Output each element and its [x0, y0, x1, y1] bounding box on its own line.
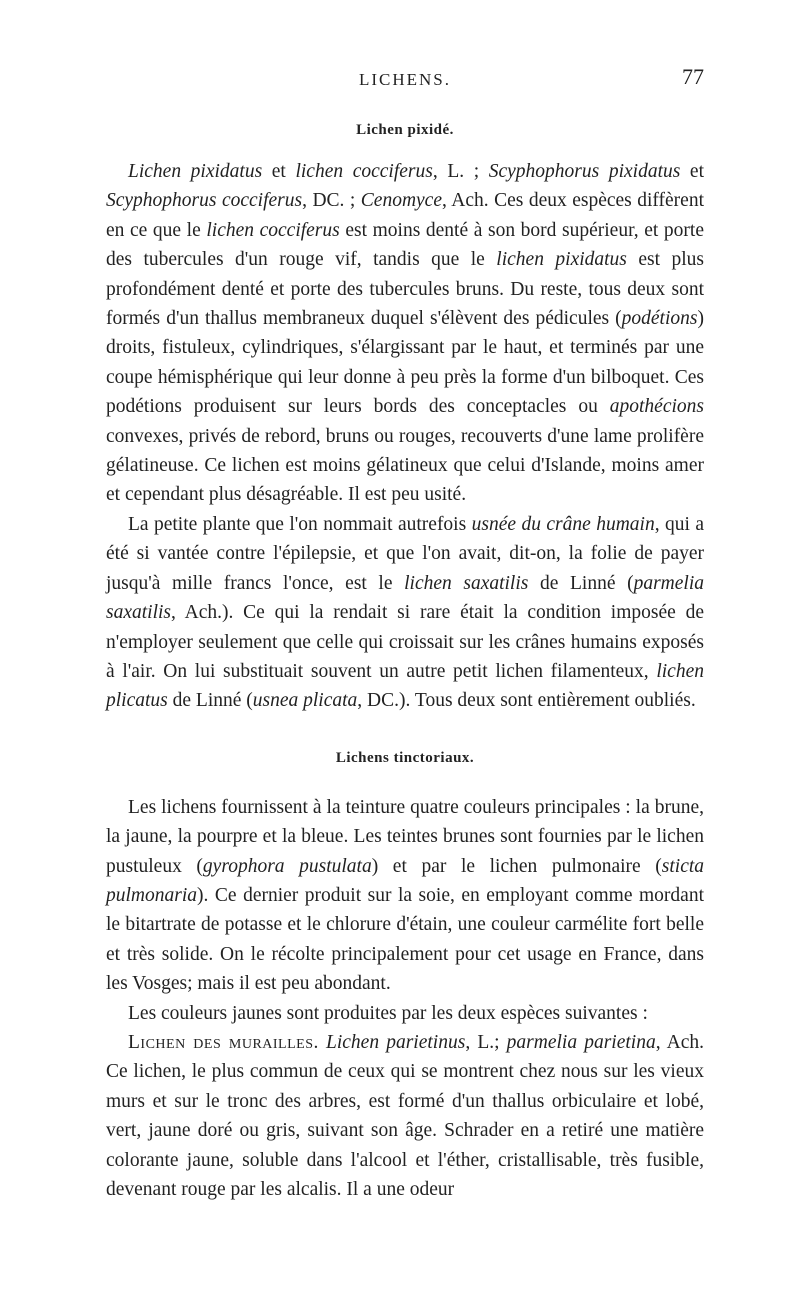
- text-run: Les lichens fournissent à la teinture quatre couleurs principales : la brune, la jaune, la pourpre et la bleue. Les teintes brunes sont fournies par le lichen pustuleux (: [106, 796, 704, 877]
- text-run: , DC. ;: [302, 190, 361, 212]
- entry-heading: Lichen des murailles.: [128, 1031, 319, 1053]
- text-run: , Ach.). Ce qui la rendait si rare était la condition imposée de n'employer seulement que celle qui croissait sur les crânes humains exposés à l'air. On lui substituait souvent un autre petit lichen filamenteux,: [106, 602, 704, 682]
- taxon-name: lichen pixidatus: [496, 249, 627, 271]
- text-run: ) et par le lichen pulmonaire (: [371, 855, 662, 877]
- section-heading-lichen-pixide: Lichen pixidé.: [356, 122, 454, 138]
- text-run: , Ach. Ce lichen, le plus commun de ceux qui se montrent chez nous sur les vieux murs et sur le tronc des arbres, est formé d'un thallus orbiculaire et lobé, vert, jaune doré ou gris, suivant son âge. Schrader en a retiré une matière colorante jaune, soluble dans l'alcool et l'éther, cristallisable, très fusible, devenant rouge par les alcalis. Il a une odeur: [106, 1031, 704, 1200]
- text-run: , Ach. Ces deux espèces diffèrent en ce que le: [106, 190, 704, 241]
- text-run: est plus profondément denté et porte des tubercules bruns. Du reste, tous deux sont formés d'un thallus membraneux duquel s'élèvent des pédicules (: [106, 249, 704, 330]
- paragraph: [106, 510, 704, 716]
- term: usnée du crâne humain: [471, 513, 655, 535]
- taxon-name: Scyphophorus pixidatus: [488, 161, 681, 182]
- text-run: La petite plante que l'on nommait autrefois: [128, 513, 472, 535]
- text-run: ) droits, fistuleux, cylindriques, s'élargissant par le haut, et terminés par une coupe hémisphérique qui leur donne à peu près la forme d'un bilboquet. Ces podétions produisent sur leurs bords des conceptacles ou: [106, 308, 704, 418]
- paragraph: [106, 1028, 704, 1204]
- taxon-name: lichen saxatilis: [404, 572, 529, 594]
- taxon-name: usnea plicata: [252, 690, 358, 712]
- text-run: ). Ce dernier produit sur la soie, en employant comme mordant le bitartrate de potasse et le chlorure d'étain, une couleur carmélite fort belle et très solide. On le récolte principalement pour cet usage en France, dans les Vosges; mais il est peu abondant.: [106, 884, 704, 995]
- taxon-name: lichen plicatus: [106, 660, 704, 712]
- text-run: convexes, privés de rebord, bruns ou rouges, recouverts d'une lame prolifère gélatineuse. Ce lichen est moins gélatineux que celui d'Islande, moins amer et cependant plus désagréable. Il est peu usité.: [106, 425, 704, 506]
- taxon-name: parmelia saxatilis: [106, 572, 704, 624]
- text-run: [319, 1032, 326, 1053]
- paragraph: Les couleurs jaunes sont produites par les deux espèces suivantes :: [128, 1002, 648, 1024]
- taxon-name: parmelia parietina: [506, 1031, 656, 1053]
- text-run: de Linné (: [167, 690, 253, 712]
- taxon-name: Scyphophorus cocciferus: [106, 190, 303, 212]
- paragraph: [106, 793, 704, 999]
- taxon-name: Cenomyce: [360, 190, 442, 212]
- text-run: , L.;: [465, 1031, 507, 1053]
- running-title: LICHENS.: [358, 70, 452, 89]
- taxon-name: lichen cocciferus: [206, 219, 340, 241]
- taxon-name: Lichen pixidatus: [128, 161, 263, 182]
- taxon-name: gyrophora pustulata: [202, 855, 372, 877]
- taxon-name: Lichen parietinus: [326, 1031, 466, 1053]
- text-run: , DC.). Tous deux sont entièrement oubliés.: [357, 690, 696, 712]
- taxon-name: lichen cocciferus: [295, 161, 433, 182]
- term: apothécions: [609, 396, 704, 418]
- text-run: , qui a été si vantée contre l'épilepsie, et que l'on avait, dit-on, la folie de payer jusqu'à mille francs l'once, est le: [106, 513, 704, 594]
- running-header: [106, 62, 704, 102]
- text-run: et: [262, 161, 296, 182]
- text-run: et: [680, 161, 705, 182]
- term: podétions: [621, 308, 698, 330]
- page-number: 77: [682, 64, 704, 89]
- section-heading-lichens-tinctoriaux: Lichens tinctoriaux.: [335, 749, 475, 766]
- text-run: de Linné (: [528, 572, 634, 594]
- taxon-name: sticta pulmonaria: [106, 855, 705, 906]
- paragraph: [106, 157, 704, 510]
- text-run: , L. ;: [432, 161, 489, 182]
- text-run: est moins denté à son bord supérieur, et porte des tubercules d'un rouge vif, tandis que le: [106, 219, 705, 271]
